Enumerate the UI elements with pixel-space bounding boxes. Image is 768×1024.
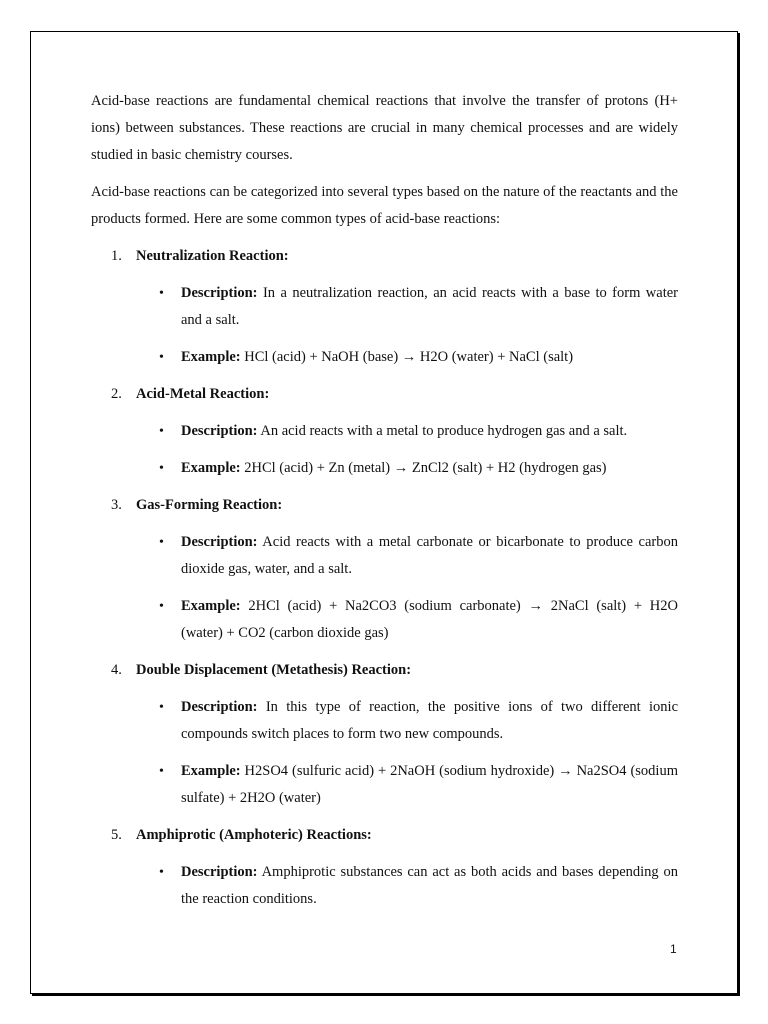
list-number: 4.	[111, 662, 122, 678]
example-item	[136, 455, 678, 482]
description-item	[136, 529, 678, 583]
description-item	[136, 694, 678, 748]
example-label: Example:	[181, 763, 241, 779]
list-number: 3.	[111, 497, 122, 513]
reaction-type-item	[91, 243, 678, 371]
reaction-details	[136, 694, 678, 812]
document-body	[91, 88, 678, 923]
reaction-type-title: Acid-Metal Reaction:	[136, 386, 270, 402]
intro-paragraph-1: Acid-base reactions are fundamental chemical reactions that involve the transfer of protons (H+ ions) between substances. These reactions are crucial in many chemical processes and are widely studied in basic chemistry courses.	[91, 93, 678, 163]
intro-paragraph-2: Acid-base reactions can be categorized into several types based on the nature of the reactants and the products formed. Here are some common types of acid-base reactions:	[91, 184, 678, 227]
bullet-icon: •	[159, 764, 164, 779]
list-number: 2.	[111, 386, 122, 402]
reaction-details	[136, 280, 678, 371]
example-label: Example:	[181, 598, 241, 614]
example-text: H2SO4 (sulfuric acid) + 2NaOH (sodium hydroxide) → Na2SO4 (sodium sulfate) + 2H2O (water)	[181, 763, 678, 806]
description-text: In this type of reaction, the positive ions of two different ionic compounds switch places to form two new compounds.	[181, 699, 679, 742]
reaction-details	[136, 859, 678, 913]
description-label: Description:	[181, 423, 258, 439]
bullet-icon: •	[159, 865, 164, 880]
description-label: Description:	[181, 534, 258, 550]
example-label: Example:	[181, 460, 241, 476]
example-text: HCl (acid) + NaOH (base) → H2O (water) + NaCl (salt)	[244, 349, 574, 365]
description-label: Description:	[181, 285, 258, 301]
example-item	[136, 758, 678, 812]
bullet-icon: •	[159, 286, 164, 301]
bullet-icon: •	[159, 461, 164, 476]
reaction-type-title: Double Displacement (Metathesis) Reaction:	[136, 662, 412, 678]
bullet-icon: •	[159, 350, 164, 365]
reaction-types-list	[91, 243, 678, 913]
bullet-icon: •	[159, 700, 164, 715]
description-text: Acid reacts with a metal carbonate or bicarbonate to produce carbon dioxide gas, water, and a salt.	[181, 534, 678, 577]
bullet-icon: •	[159, 424, 164, 439]
reaction-type-title: Gas-Forming Reaction:	[136, 497, 283, 513]
reaction-type-item	[91, 492, 678, 647]
description-text: Amphiprotic substances can act as both acids and bases depending on the reaction conditions.	[181, 864, 679, 907]
reaction-details	[136, 529, 678, 647]
example-text: 2HCl (acid) + Na2CO3 (sodium carbonate) → 2NaCl (salt) + H2O (water) + CO2 (carbon dioxide gas)	[181, 598, 679, 641]
page-number: 1	[670, 942, 677, 956]
description-text: In a neutralization reaction, an acid reacts with a base to form water and a salt.	[181, 285, 678, 328]
reaction-type-item	[91, 381, 678, 482]
example-item	[136, 344, 678, 371]
example-text: 2HCl (acid) + Zn (metal) → ZnCl2 (salt) + H2 (hydrogen gas)	[244, 460, 607, 476]
description-label: Description:	[181, 864, 258, 880]
reaction-type-title: Amphiprotic (Amphoteric) Reactions:	[136, 827, 372, 843]
description-text: An acid reacts with a metal to produce hydrogen gas and a salt.	[260, 423, 628, 439]
bullet-icon: •	[159, 535, 164, 550]
reaction-details	[136, 418, 678, 482]
description-label: Description:	[181, 699, 258, 715]
list-number: 1.	[111, 248, 122, 264]
description-item	[136, 280, 678, 334]
reaction-type-title: Neutralization Reaction:	[136, 248, 289, 264]
example-item	[136, 593, 678, 647]
description-item	[136, 859, 678, 913]
reaction-type-item	[91, 822, 678, 913]
example-label: Example:	[181, 349, 241, 365]
description-item	[136, 418, 678, 445]
reaction-type-item	[91, 657, 678, 812]
bullet-icon: •	[159, 599, 164, 614]
list-number: 5.	[111, 827, 122, 843]
